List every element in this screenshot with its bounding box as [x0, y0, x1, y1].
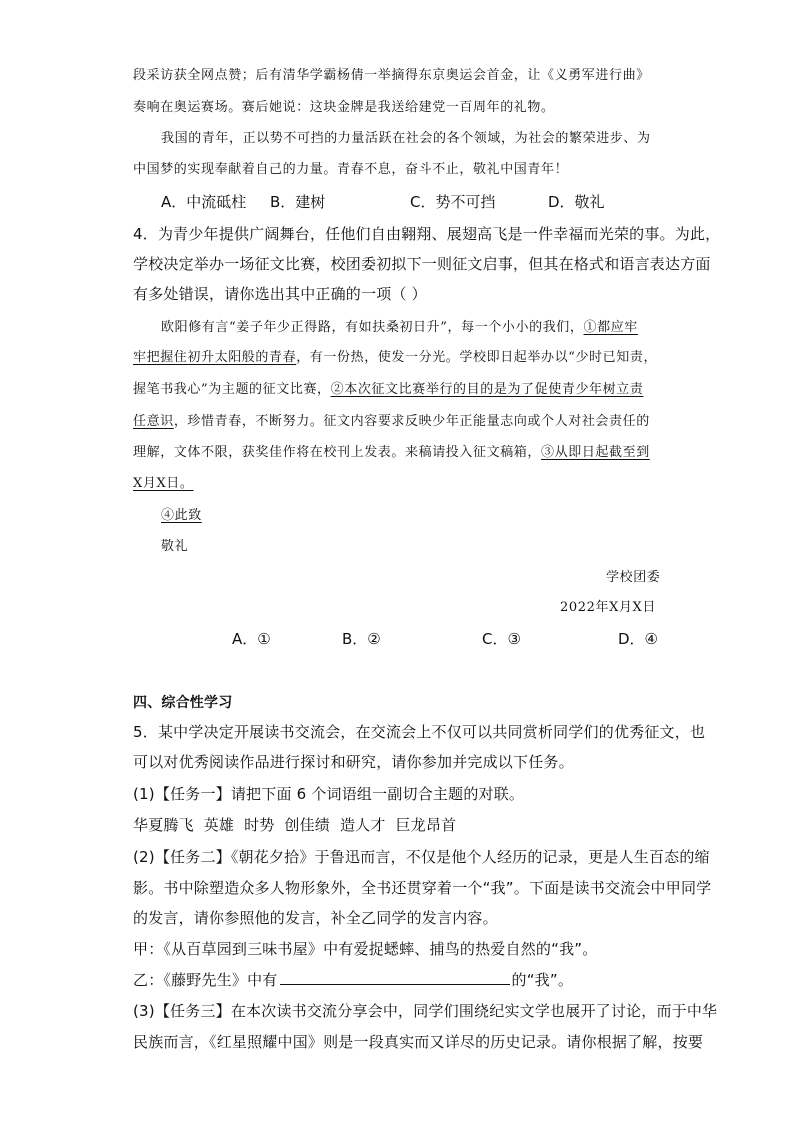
- notice-text: 握笔书我心”为主题的征文比赛，: [133, 382, 331, 397]
- notice-line-5: [133, 443, 650, 463]
- q3-option-b: B．建树: [270, 193, 326, 211]
- underlined-sentence-4: ④此致: [161, 508, 202, 523]
- notice-line-6: [133, 474, 194, 494]
- q5-stem: 5．某中学决定开展读书交流会，在交流会上不仅可以共同赏析同学们的优秀征文，也: [133, 723, 706, 741]
- task-three: 民族而言，《红星照耀中国》则是一段真实而又详尽的历史记录。请你根据了解，按要: [133, 1033, 704, 1051]
- notice-signature: 学校团委: [606, 570, 661, 585]
- notice-text: 欧阳修有言“姜子年少正得路，有如扶桑初日升”，每一个小小的我们，: [161, 320, 584, 335]
- passage-line: 中国梦的实现奉献着自己的力量。青春不息，奋斗不止，敬礼中国青年！: [133, 162, 569, 177]
- task-two: 影。书中除塑造众多人物形象外，全书还贯穿着一个“我”。下面是读书交流会中甲同学: [133, 879, 712, 897]
- notice-cizhi: [161, 506, 202, 526]
- speaker-yi-prefix: 乙：《藤野先生》中有: [133, 971, 278, 989]
- q5-stem: 可以对优秀阅读作品进行探讨和研究，请你参加并完成以下任务。: [133, 753, 574, 771]
- passage-line: 段采访获全网点赞；后有清华学霸杨倩一举摘得东京奥运会首金，让《义勇军进行曲》: [133, 68, 650, 83]
- underlined-sentence-2: 任意识: [133, 414, 174, 429]
- q4-stem: 有多处错误，请你选出其中正确的一项（ ）: [133, 285, 427, 303]
- q4-stem: 学校决定举办一场征文比赛，校团委初拟下一则征文启事，但其在格式和语言表达方面: [133, 255, 711, 273]
- underlined-sentence-3: ③从即日起截至到: [541, 445, 650, 460]
- notice-date: 2022年X月X日: [560, 600, 656, 615]
- q3-option-c: C．势不可挡: [410, 193, 496, 211]
- q4-stem: 4．为青少年提供广阔舞台，任他们自由翱翔、展翅高飞是一件幸福而光荣的事。为此，: [133, 225, 721, 243]
- passage-line: 奏响在奥运赛场。赛后她说：这块金牌是我送给建党一百周年的礼物。: [133, 100, 555, 115]
- notice-jingli: 敬礼: [161, 539, 189, 554]
- notice-text: 理解，文体不限，获奖佳作将在校刊上发表。来稿请投入征文稿箱，: [133, 445, 542, 460]
- task-two: (2)【任务二】《朝花夕拾》于鲁迅而言，不仅是他个人经历的记录，更是人生百态的缩: [133, 848, 710, 866]
- q4-option-a: A．①: [232, 630, 271, 648]
- couplet-words: 华夏腾飞 英雄 时势 创佳绩 造人才 巨龙昂首: [133, 816, 457, 834]
- answer-blank[interactable]: [280, 970, 510, 985]
- passage-line: 我国的青年，正以势不可挡的力量活跃在社会的各个领域，为社会的繁荣进步、为: [161, 131, 651, 146]
- q4-option-d: D．④: [618, 630, 658, 648]
- notice-line-1: [161, 318, 638, 338]
- q3-option-d: D．敬礼: [548, 193, 605, 211]
- notice-line-3: [133, 380, 643, 400]
- q4-option-c: C．③: [482, 630, 521, 648]
- notice-text: ，珍惜青春，不断努力。征文内容要求反映少年正能量志向或个人对社会责任的: [173, 414, 650, 429]
- speaker-yi: [133, 970, 573, 990]
- notice-line-4: [133, 412, 650, 432]
- underlined-sentence-2: ②本次征文比赛举行的目的是为了促使青少年树立责: [330, 382, 644, 397]
- speaker-jia: 甲：《从百草园到三味书屋》中有爱捉蟋蟀、捕鸟的热爱自然的“我”。: [133, 940, 598, 958]
- underlined-sentence-1: 牢把握住初升太阳般的青春: [133, 350, 297, 365]
- task-two: 的发言，请你参照他的发言，补全乙同学的发言内容。: [133, 909, 498, 927]
- underlined-sentence-1: ①都应牢: [583, 320, 638, 335]
- task-one: (1)【任务一】请把下面 6 个词语组一副切合主题的对联。: [133, 785, 525, 803]
- q4-option-b: B．②: [342, 630, 381, 648]
- section-title: 四、综合性学习: [133, 695, 233, 711]
- q3-option-a: A．中流砥柱: [161, 193, 247, 211]
- task-three: (3)【任务三】在本次读书交流分享会中，同学们围绕纪实文学也展开了讨论，而于中华: [133, 1002, 718, 1020]
- underlined-sentence-3: X月X日。: [133, 476, 194, 491]
- notice-line-2: [133, 348, 657, 368]
- notice-text: ，有一份热，使发一分光。学校即日起举办以“少时已知责，: [296, 350, 658, 365]
- speaker-yi-suffix: 的“我”。: [511, 971, 574, 989]
